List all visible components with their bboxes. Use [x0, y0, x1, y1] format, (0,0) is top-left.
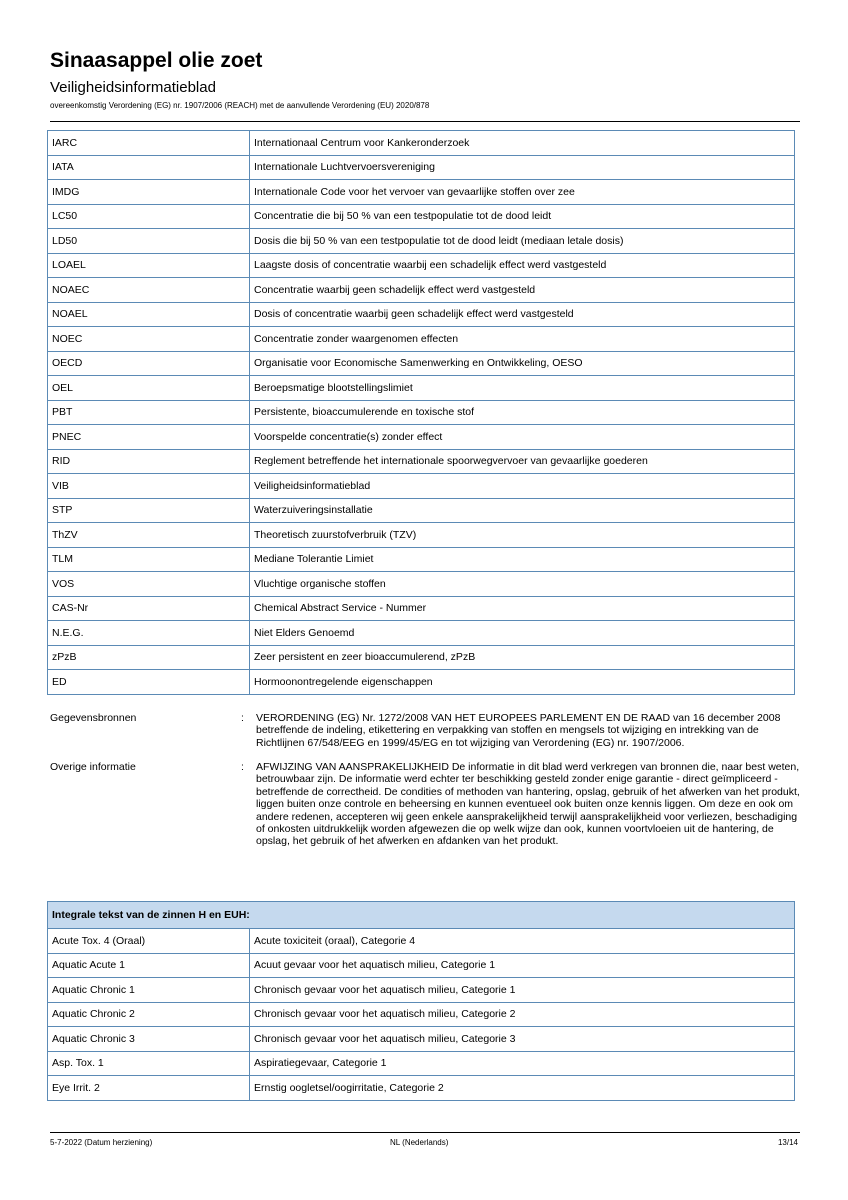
description-cell: Concentratie die bij 50 % van een testpopulatie tot de dood leidt	[250, 204, 795, 229]
description-cell: Reglement betreffende het internationale spoorwegvervoer van gevaarlijke goederen	[250, 449, 795, 474]
header-divider	[50, 121, 800, 122]
code-cell: Aquatic Acute 1	[48, 953, 250, 978]
code-cell: STP	[48, 498, 250, 523]
description-cell: Dosis of concentratie waarbij geen schadelijk effect werd vastgesteld	[250, 302, 795, 327]
code-cell: OECD	[48, 351, 250, 376]
data-sources-label: Gegevensbronnen	[50, 712, 137, 724]
other-information-text: AFWIJZING VAN AANSPRAKELIJKHEID De informatie in dit blad werd verkregen van bronnen die, naar best weten, betrouwbaar zijn. De informatie werd echter ter beschikking gesteld zonder enige garantie - direct geïmpliceerd - betreffende de correctheid. De condities of methoden van hantering, opslag, gebruik of het afwerken van het produkt, liggen buiten onze controle en beheersing en kunnen eventueel ook buiten onze kennis liggen. Om deze en ook om andere redenen, accepteren wij geen enkele aansprakelijkheid terwijl aansprakelijkheid voor verliezen, beschadiging of onkosten uitdrukkelijk worden afgewezen die op welk wijze dan ook, kunnen voortvloeien uit de hantering, de opslag, het gebruik of het afwerken en afdanken van het produkt.	[256, 761, 800, 848]
description-cell: Theoretisch zuurstofverbruik (TZV)	[250, 523, 795, 548]
description-cell: Internationaal Centrum voor Kankeronderzoek	[250, 131, 795, 156]
abbreviation-row	[48, 670, 795, 695]
code-cell: NOAEL	[48, 302, 250, 327]
description-cell: Vluchtige organische stoffen	[250, 572, 795, 597]
description-cell: Niet Elders Genoemd	[250, 621, 795, 646]
description-cell: Mediane Tolerantie Limiet	[250, 547, 795, 572]
code-cell: LD50	[48, 229, 250, 254]
h-phrase-row	[48, 929, 795, 954]
abbreviation-row	[48, 376, 795, 401]
code-cell: PBT	[48, 400, 250, 425]
abbreviation-row	[48, 302, 795, 327]
abbreviation-row	[48, 572, 795, 597]
code-cell: Acute Tox. 4 (Oraal)	[48, 929, 250, 954]
code-cell: NOEC	[48, 327, 250, 352]
h-phrase-row	[48, 1076, 795, 1101]
code-cell: RID	[48, 449, 250, 474]
other-information-label: Overige informatie	[50, 761, 136, 773]
description-cell: Internationale Luchtvervoersvereniging	[250, 155, 795, 180]
data-sources-section	[50, 712, 800, 760]
description-cell: Persistente, bioaccumulerende en toxische stof	[250, 400, 795, 425]
revision-date: 5-7-2022 (Datum herziening)	[50, 1138, 153, 1147]
description-cell: Acuut gevaar voor het aquatisch milieu, Categorie 1	[250, 953, 795, 978]
abbreviation-row	[48, 229, 795, 254]
code-cell: Aquatic Chronic 1	[48, 978, 250, 1003]
description-cell: Organisatie voor Economische Samenwerking en Ontwikkeling, OESO	[250, 351, 795, 376]
h-phrase-row	[48, 1051, 795, 1076]
code-cell: N.E.G.	[48, 621, 250, 646]
description-cell: Chronisch gevaar voor het aquatisch milieu, Categorie 2	[250, 1002, 795, 1027]
description-cell: Chemical Abstract Service - Nummer	[250, 596, 795, 621]
description-cell: Dosis die bij 50 % van een testpopulatie tot de dood leidt (mediaan letale dosis)	[250, 229, 795, 254]
description-cell: Ernstig oogletsel/oogirritatie, Categorie 2	[250, 1076, 795, 1101]
abbreviation-row	[48, 155, 795, 180]
code-cell: IARC	[48, 131, 250, 156]
abbreviations-table	[47, 130, 795, 695]
h-phrase-row	[48, 953, 795, 978]
code-cell: zPzB	[48, 645, 250, 670]
code-cell: PNEC	[48, 425, 250, 450]
abbreviation-row	[48, 474, 795, 499]
description-cell: Hormoonontregelende eigenschappen	[250, 670, 795, 695]
code-cell: VOS	[48, 572, 250, 597]
description-cell: Aspiratiegevaar, Categorie 1	[250, 1051, 795, 1076]
abbreviation-row	[48, 253, 795, 278]
code-cell: NOAEC	[48, 278, 250, 303]
code-cell: LOAEL	[48, 253, 250, 278]
abbreviation-row	[48, 547, 795, 572]
code-cell: LC50	[48, 204, 250, 229]
code-cell: Aquatic Chronic 3	[48, 1027, 250, 1052]
code-cell: ThZV	[48, 523, 250, 548]
abbreviation-row	[48, 327, 795, 352]
code-cell: Aquatic Chronic 2	[48, 1002, 250, 1027]
abbreviation-row	[48, 278, 795, 303]
description-cell: Concentratie zonder waargenomen effecten	[250, 327, 795, 352]
page-number: 13/14	[777, 1138, 798, 1147]
code-cell: ED	[48, 670, 250, 695]
code-cell: TLM	[48, 547, 250, 572]
abbreviation-row	[48, 449, 795, 474]
language-label: NL (Nederlands)	[390, 1138, 449, 1147]
data-sources-text: VERORDENING (EG) Nr. 1272/2008 VAN HET EUROPEES PARLEMENT EN DE RAAD van 16 december 2008 betreffende de indeling, etikettering en verpakking van stoffen en mengsels tot wijziging en intrekking van de Richtlijnen 67/548/EEG en 1999/45/EG en tot wijziging van Verordening (EG) nr. 1907/2006.	[256, 712, 781, 749]
abbreviation-row	[48, 425, 795, 450]
description-cell: Beroepsmatige blootstellingslimiet	[250, 376, 795, 401]
code-cell: Eye Irrit. 2	[48, 1076, 250, 1101]
code-cell: OEL	[48, 376, 250, 401]
document-header	[50, 48, 800, 111]
description-cell: Zeer persistent en zeer bioaccumulerend, zPzB	[250, 645, 795, 670]
code-cell: Asp. Tox. 1	[48, 1051, 250, 1076]
data-sources-colon: :	[241, 712, 244, 724]
abbreviation-row	[48, 204, 795, 229]
code-cell: IATA	[48, 155, 250, 180]
description-cell: Concentratie waarbij geen schadelijk effect werd vastgesteld	[250, 278, 795, 303]
other-information-colon: :	[241, 761, 244, 773]
document-title: Sinaasappel olie zoet	[50, 49, 263, 72]
abbreviation-row	[48, 351, 795, 376]
code-cell: VIB	[48, 474, 250, 499]
other-information-section	[50, 761, 800, 886]
h-phrase-row	[48, 1027, 795, 1052]
description-cell: Veiligheidsinformatieblad	[250, 474, 795, 499]
h-phrases-heading-row	[48, 902, 795, 929]
abbreviation-row	[48, 621, 795, 646]
description-cell: Chronisch gevaar voor het aquatisch milieu, Categorie 1	[250, 978, 795, 1003]
footer-divider	[50, 1132, 800, 1133]
abbreviation-row	[48, 523, 795, 548]
description-cell: Internationale Code voor het vervoer van gevaarlijke stoffen over zee	[250, 180, 795, 205]
description-cell: Laagste dosis of concentratie waarbij een schadelijk effect werd vastgesteld	[250, 253, 795, 278]
code-cell: IMDG	[48, 180, 250, 205]
description-cell: Chronisch gevaar voor het aquatisch milieu, Categorie 3	[250, 1027, 795, 1052]
code-cell: CAS-Nr	[48, 596, 250, 621]
abbreviation-row	[48, 180, 795, 205]
description-cell: Waterzuiveringsinstallatie	[250, 498, 795, 523]
abbreviation-row	[48, 498, 795, 523]
abbreviation-row	[48, 400, 795, 425]
abbreviation-row	[48, 596, 795, 621]
h-phrases-heading: Integrale tekst van de zinnen H en EUH:	[48, 902, 795, 929]
regulation-reference: overeenkomstig Verordening (EG) nr. 1907/2006 (REACH) met de aanvullende Verordening (EU) 2020/878	[50, 101, 430, 110]
h-phrase-row	[48, 1002, 795, 1027]
description-cell: Acute toxiciteit (oraal), Categorie 4	[250, 929, 795, 954]
document-subtitle: Veiligheidsinformatieblad	[50, 79, 216, 96]
h-phrase-row	[48, 978, 795, 1003]
h-phrases-table	[47, 901, 795, 1101]
abbreviation-row	[48, 645, 795, 670]
abbreviation-row	[48, 131, 795, 156]
description-cell: Voorspelde concentratie(s) zonder effect	[250, 425, 795, 450]
